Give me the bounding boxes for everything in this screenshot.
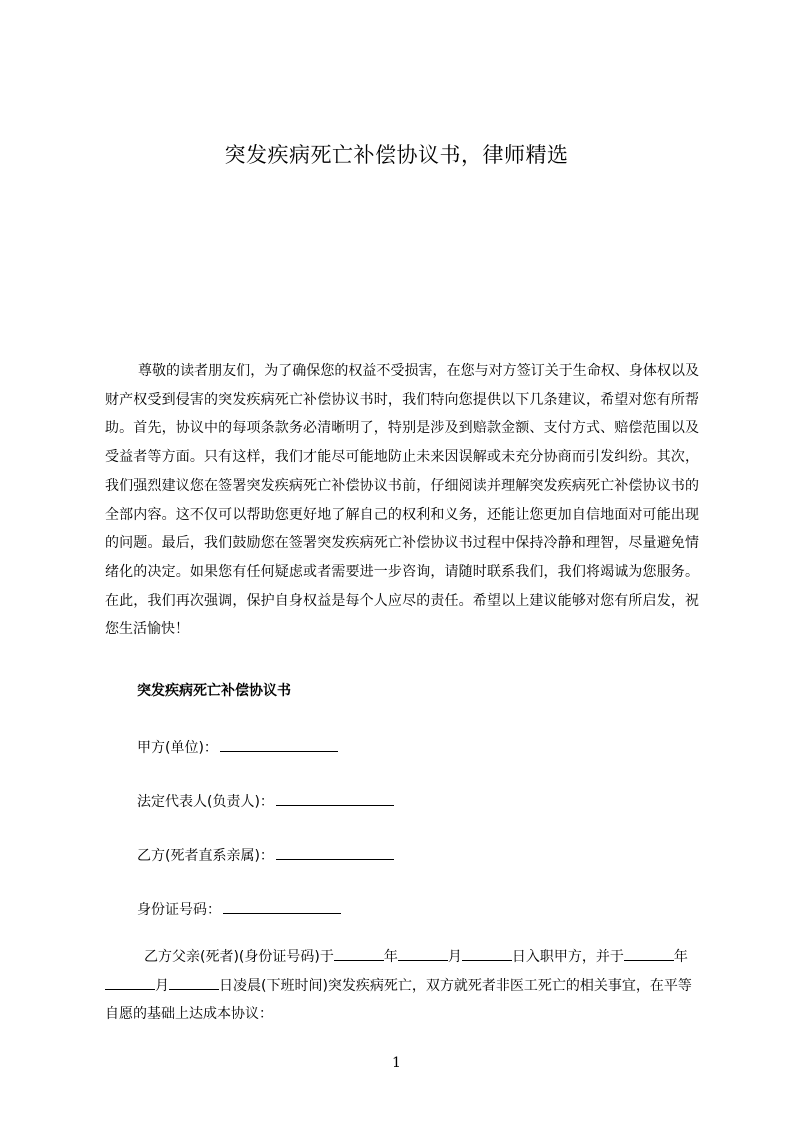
section-title: 突发疾病死亡补偿协议书 (137, 683, 291, 699)
clause-death-year-label: 年 (673, 949, 688, 965)
field-party-b-label: 乙方(死者直系亲属)： (137, 848, 274, 864)
clause-part-1: 乙方父亲(死者)(身份证号码)于 (144, 949, 334, 965)
blank-entry-month (398, 946, 448, 961)
blank-death-month (105, 975, 155, 990)
field-party-a (137, 737, 338, 758)
field-legal-rep-blank (276, 791, 394, 806)
page-number: 1 (392, 1055, 401, 1071)
field-party-a-blank (220, 737, 338, 752)
blank-death-day (169, 975, 219, 990)
intro-paragraph: 尊敬的读者朋友们，为了确保您的权益不受损害，在您与对方签订关于生命权、身体权以及财产权受到侵害的突发疾病死亡补偿协议书时，我们特向您提供以下几条建议，希望对您有所帮助。首先，协议中的每项条款务必清晰明了，特别是涉及到赔款金额、支付方式、赔偿范围以及受益者等方面。只有这样，我们才能尽可能地防止未来因误解或未充分协商而引发纠纷。其次，我们强烈建议您在签署突发疾病死亡补偿协议书前，仔细阅读并理解突发疾病死亡补偿协议书的全部内容。这不仅可以帮助您更好地了解自己的权利和义务，还能让您更加自信地面对可能出现的问题。最后，我们鼓励您在签署突发疾病死亡补偿协议书过程中保持冷静和理智，尽量避免情绪化的决定。如果您有任何疑虑或者需要进一步咨询，请随时联系我们，我们将竭诚为您服务。在此，我们再次强调，保护自身权益是每个人应尽的责任。希望以上建议能够对您有所启发，祝您生活愉快！ (105, 363, 699, 638)
field-id-number-blank (223, 899, 341, 914)
clause-part-3: 日凌晨(下班时间)突发疾病死亡，双方就死者非医工死亡的相关事宜，在平等自愿的基础上达成本协议： (105, 977, 692, 1022)
clause-death-month-label: 月 (155, 977, 169, 994)
field-legal-rep (137, 791, 394, 812)
clause-part-2: 日入职甲方，并于 (511, 949, 624, 965)
field-id-number (137, 899, 341, 920)
blank-entry-year (334, 946, 384, 961)
blank-entry-day (462, 946, 512, 961)
blank-death-year (624, 946, 674, 961)
field-party-a-label: 甲方(单位)： (137, 740, 218, 756)
clause-year-label: 年 (383, 949, 398, 965)
clause-paragraph (105, 943, 700, 1029)
field-party-b (137, 845, 394, 866)
clause-month-label: 月 (447, 949, 462, 965)
field-id-number-label: 身份证号码： (137, 902, 221, 918)
document-title: 突发疾病死亡补偿协议书，律师精选 (224, 143, 569, 167)
field-party-b-blank (276, 845, 394, 860)
field-legal-rep-label: 法定代表人(负责人)： (137, 794, 274, 810)
